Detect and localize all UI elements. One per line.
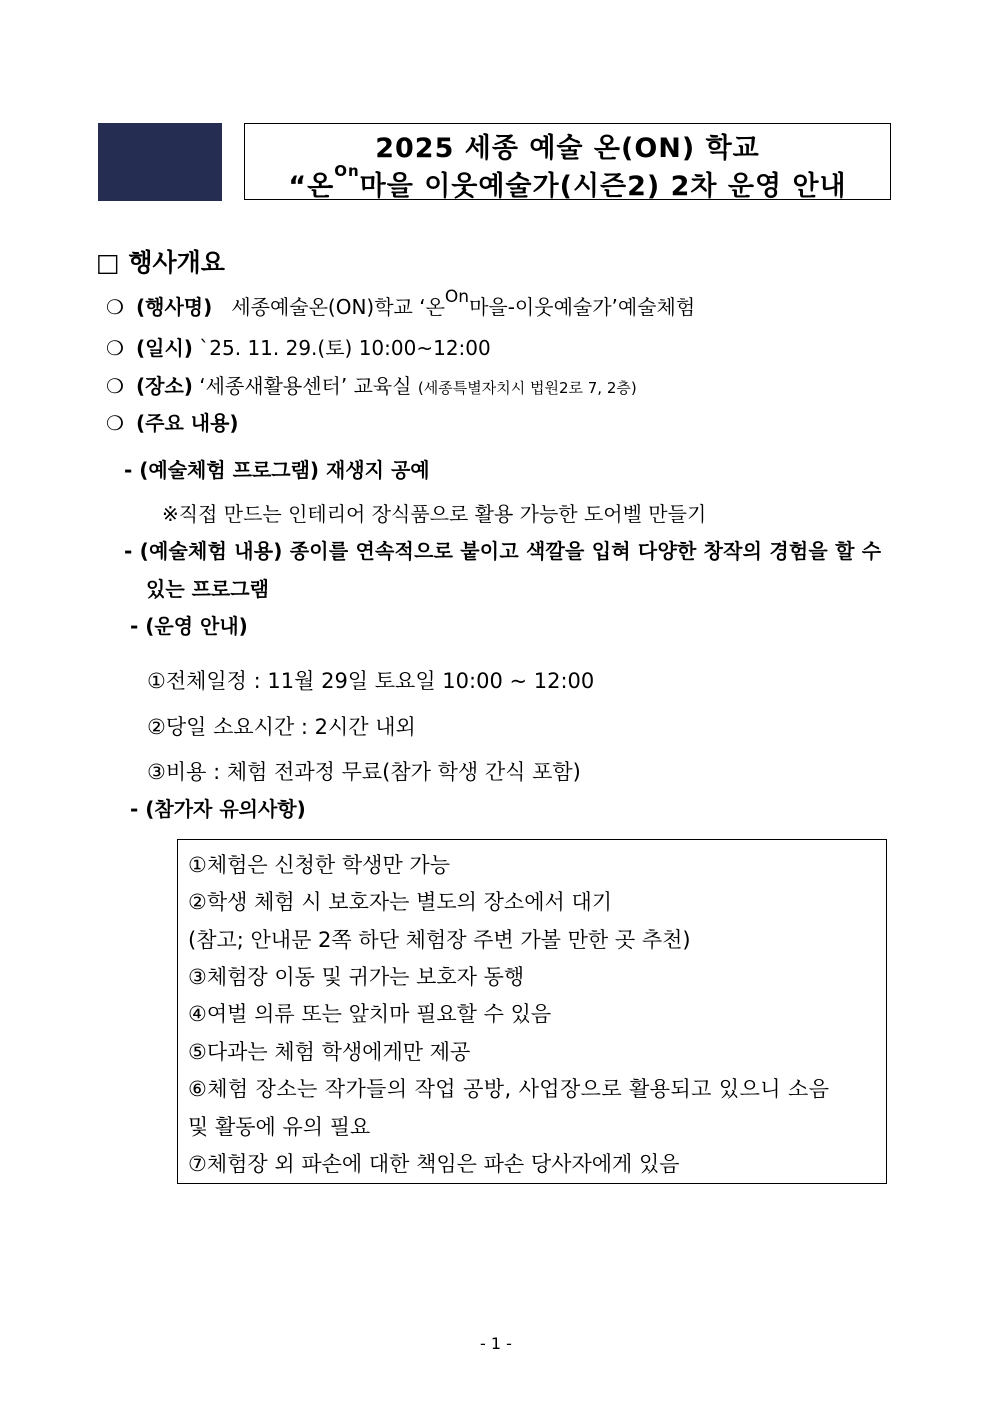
- section-title: 행사개요: [128, 248, 225, 277]
- title-line-1: 2025 세종 예술 온(ON) 학교: [375, 133, 760, 164]
- bullet-circle-icon: ❍: [106, 336, 124, 360]
- item-place: ❍ (장소) ‘세종새활용센터’ 교육실 (세종특별자치시 법원2로 7, 2층): [106, 374, 637, 398]
- bullet-circle-icon: ❍: [106, 411, 124, 435]
- detail-program-note: ※직접 만드는 인테리어 장식품으로 활용 가능한 도어벨 만들기: [162, 502, 707, 526]
- notice-box: [177, 839, 887, 1184]
- section-heading: [96, 243, 225, 279]
- operation-cost: ③비용 : 체험 전과정 무료(참가 학생 간식 포함): [147, 760, 581, 784]
- notice-item: ③체험장 이동 및 귀가는 보호자 동행: [188, 965, 525, 989]
- header-decoration-block: [98, 123, 222, 201]
- operation-schedule: ①전체일정 : 11월 29일 토요일 10:00 ~ 12:00: [147, 669, 595, 693]
- notice-item: ⑤다과는 체험 학생에게만 제공: [188, 1040, 471, 1064]
- detail-experience-line2: 있는 프로그램: [146, 577, 269, 601]
- notice-item: ④여벌 의류 또는 앞치마 필요할 수 있음: [188, 1002, 552, 1026]
- item-content: ❍ (주요 내용): [106, 411, 239, 435]
- notice-item: ②학생 체험 시 보호자는 별도의 장소에서 대기: [188, 890, 613, 914]
- operation-duration: ②당일 소요시간 : 2시간 내외: [147, 715, 416, 739]
- notice-item: 및 활동에 유의 필요: [188, 1115, 371, 1139]
- item-event-name: ❍ (행사명) 세종예술온(ON)학교 ‘온$^{On}$마을-이웃예술가’예술체험: [106, 287, 696, 319]
- bullet-circle-icon: ❍: [106, 295, 124, 319]
- notice-item: (참고; 안내문 2쪽 하단 체험장 주변 가볼 만한 곳 추천): [188, 928, 691, 952]
- checkbox-square-icon: □: [96, 248, 120, 277]
- title-box: [244, 123, 891, 200]
- notice-heading: - (참가자 유의사항): [130, 797, 306, 821]
- title-line-2: “온$^{On}$마을 이웃예술가(시즌2) 2차 운영 안내: [288, 162, 847, 202]
- page-number: - 1 -: [480, 1334, 512, 1353]
- notice-item: ①체험은 신청한 학생만 가능: [188, 853, 450, 877]
- bullet-circle-icon: ❍: [106, 374, 124, 398]
- notice-item: ⑦체험장 외 파손에 대한 책임은 파손 당사자에게 있음: [188, 1152, 680, 1176]
- detail-operation: - (운영 안내): [130, 614, 248, 638]
- detail-experience-line1: - (예술체험 내용) 종이를 연속적으로 붙이고 색깔을 입혀 다양한 창작의 경험을 할 수: [124, 539, 882, 563]
- notice-item: ⑥체험 장소는 작가들의 작업 공방, 사업장으로 활용되고 있으니 소음: [188, 1077, 830, 1101]
- detail-program: - (예술체험 프로그램) 재생지 공예: [124, 458, 430, 482]
- item-date: ❍ (일시) `25. 11. 29.(토) 10:00~12:00: [106, 336, 491, 360]
